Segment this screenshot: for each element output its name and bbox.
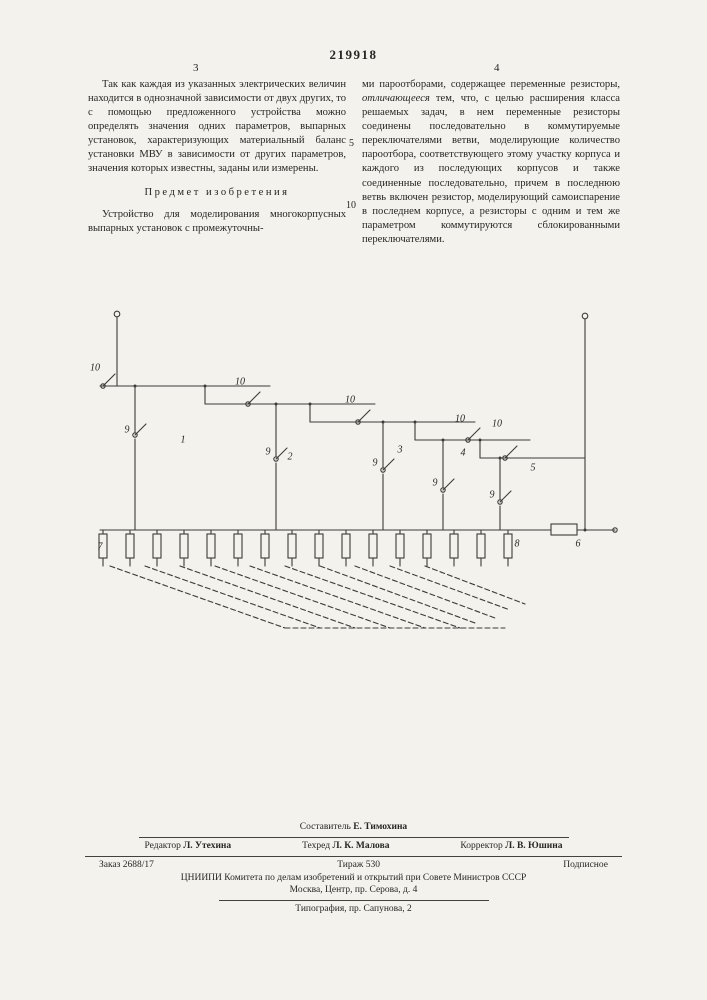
line-number-10: 10	[346, 200, 356, 211]
line-number-5: 5	[349, 138, 354, 149]
corrector	[460, 841, 562, 853]
right-column	[362, 78, 620, 247]
corrector-name: Л. В. Юшина	[505, 840, 563, 851]
composer-name: Е. Тимохина	[353, 822, 408, 832]
branch-label-1: 1	[180, 434, 186, 446]
left-paragraph: Так как каждая из указанных электрических величин находится в однозначной зависимости от двух других, то с помощью предложенного устройства можно определять значения одних параметров, выпарных установок, характеризующих материальный баланс установки МВУ в зависимости от других параметров, значения которых известны, заданы или измерены.	[88, 79, 346, 175]
claim-continuation-paragraph	[362, 78, 620, 247]
claim-text-italic: отличающееся	[362, 93, 430, 105]
component-label-6: 6	[575, 538, 581, 550]
page-number-left: 3	[193, 62, 199, 74]
branch-label-2: 2	[287, 451, 293, 463]
branch-label-3: 3	[397, 444, 403, 456]
address-line: Москва, Центр, пр. Серова, д. 4	[289, 884, 418, 895]
subscription-note: Подписное	[563, 859, 608, 870]
left-column	[88, 78, 346, 236]
techred	[302, 841, 389, 853]
switch-label-10: 10	[492, 418, 502, 430]
composer-line	[85, 822, 622, 837]
composer-label: Составитель	[299, 822, 351, 832]
switch-label-10: 10	[345, 394, 355, 406]
printing-house-line: Типография, пр. Сапунова, 2	[219, 900, 489, 916]
switch-label-9: 9	[124, 424, 130, 436]
section-heading: Предмет изобретения	[144, 186, 290, 198]
page-number-right: 4	[494, 62, 500, 74]
print-run: Тираж 530	[337, 859, 380, 870]
switch-label-10: 10	[90, 362, 100, 374]
switch-label-9: 9	[489, 489, 495, 501]
claim-text-before: ми пароотборами, содержащее переменные резисторы,	[362, 79, 620, 90]
techred-name: Л. К. Малова	[332, 840, 390, 851]
editor-name: Л. Утехина	[183, 840, 232, 851]
switch-label-10: 10	[455, 413, 465, 425]
resistor-label-8: 8	[514, 538, 520, 550]
order-number: Заказ 2688/17	[99, 859, 154, 870]
editor-label: Редактор	[144, 840, 181, 851]
techred-label: Техред	[302, 840, 331, 851]
switch-label-9: 9	[372, 457, 378, 469]
organization-line: ЦНИИПИ Комитета по делам изобретений и открытий при Совете Министров СССР	[180, 872, 527, 883]
order-row	[85, 856, 622, 873]
circuit-diagram	[55, 298, 655, 648]
branch-label-4: 4	[460, 447, 466, 459]
switch-label-10: 10	[235, 376, 245, 388]
claim-start-paragraph: Устройство для моделирования многокорпусных выпарных установок с промежуточны-	[88, 208, 346, 234]
patent-number: 219918	[329, 47, 378, 62]
switch-label-9: 9	[432, 477, 438, 489]
switch-label-9: 9	[265, 446, 271, 458]
circuit-figure	[55, 298, 655, 648]
imprint-block	[85, 822, 622, 916]
claim-text-after: тем, что, с целью расширения класса решаемых задач, в нем переменные резисторы соединены последовательно в коммутируемые переключателями ветви, моделирующие количество пароотбора, соответствующего этому участку корпуса и каждого из последующих корпусов и также соединенные последовательно, причем в последнюю ветвь включен резистор, моделирующий самоиспарение в последнем корпусе, а резисторы с одним и тем же параметром коммутируются сблокированными переключателями.	[362, 93, 620, 245]
branch-label-5: 5	[530, 462, 536, 474]
editor	[145, 841, 232, 853]
resistor-label-7: 7	[97, 541, 103, 553]
corrector-label: Корректор	[460, 840, 503, 851]
staff-row	[139, 837, 569, 856]
